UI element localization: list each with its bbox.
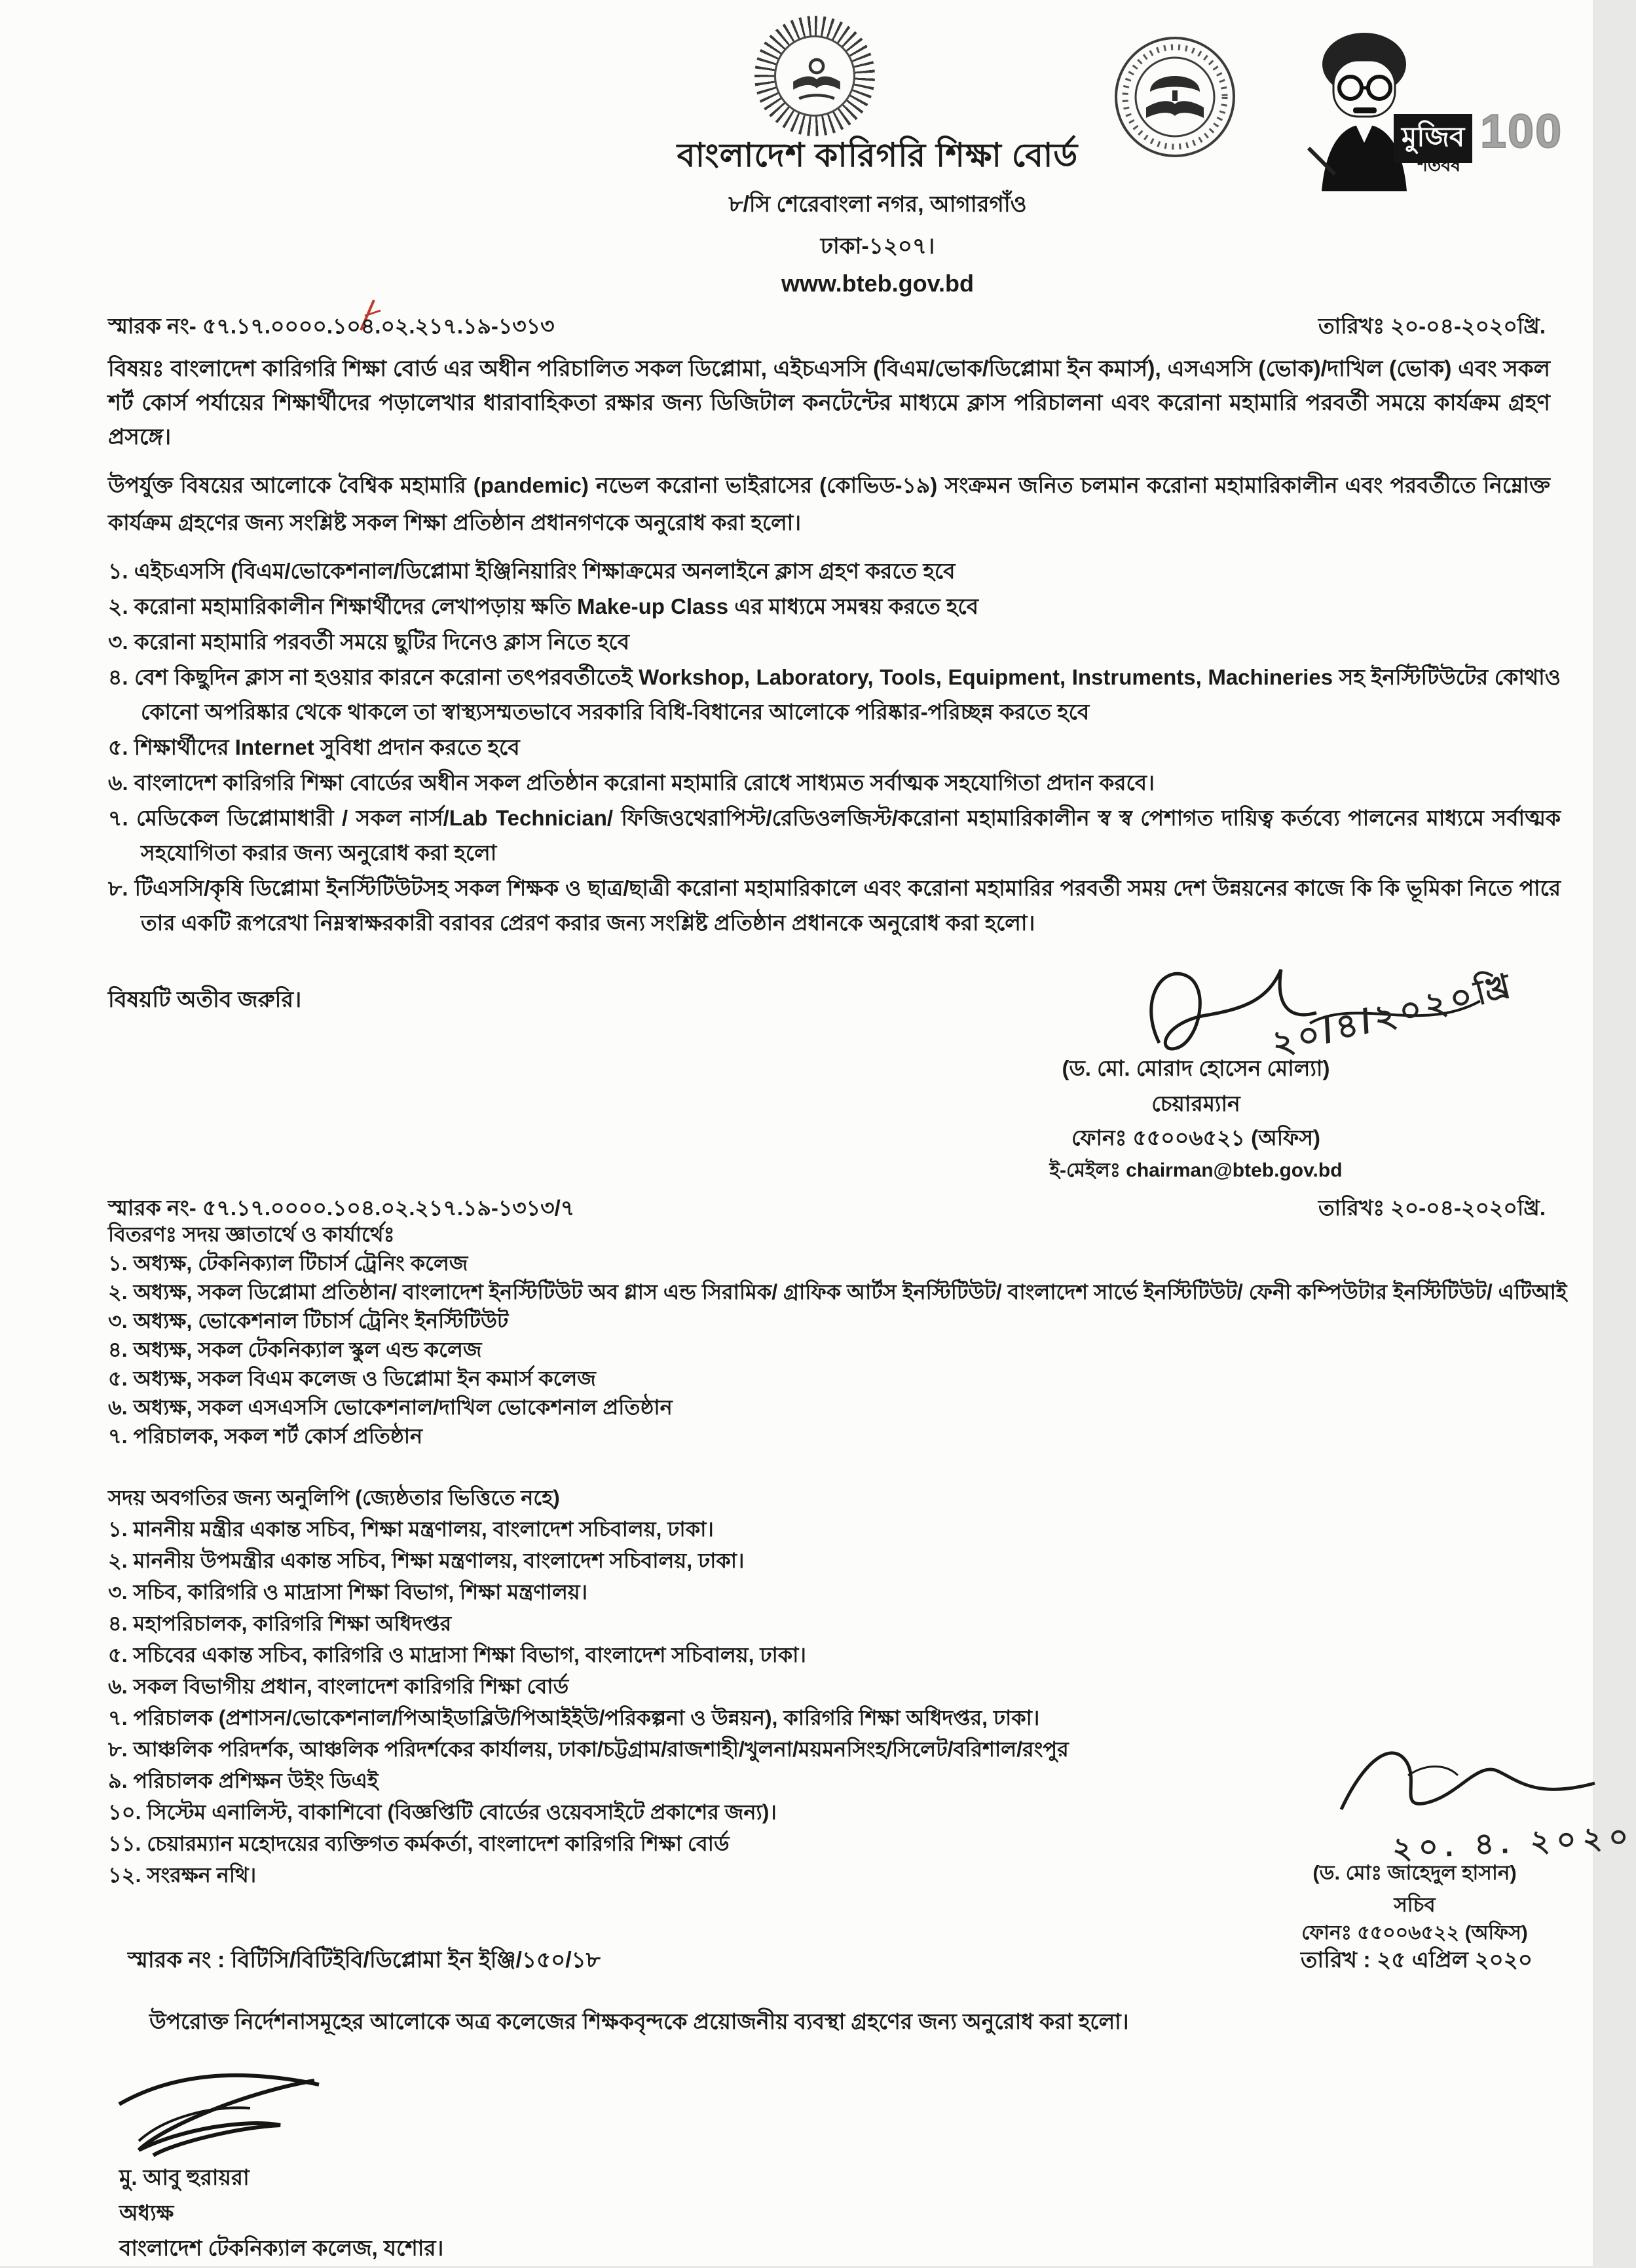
subject-line: বিষয়ঃ বাংলাদেশ কারিগরি শিক্ষা বোর্ড এর অধীন পরিচালিত সকল ডিপ্লোমা, এইচএসসি (বিএম/ভোক/ডিপ্লোমা ইন কমার্স), এসএসসি (ভোক)/দাখিল (ভোক) এবং সকল শর্ট কোর্স পর্যায়ের শিক্ষার্থীদের পড়ালেখার ধারাবাহিকতা রক্ষার জন্য ডিজিটাল কনটেন্টের মাধ্যমে ক্লাস পরিচালনা এবং করোনা মহামারি পরবর্তী সময়ে কার্যক্রম গ্রহণ প্রসঙ্গে। xyxy=(108,356,1550,449)
copy-item-10: ১০. সিস্টেম এনালিস্ট, বাকাশিবো (বিজ্ঞপ্তিটি বোর্ডের ওয়েবসাইটে প্রকাশের জন্য)। xyxy=(108,1800,777,1824)
urgent-note: বিষয়টি অতীব জরুরি। xyxy=(108,987,302,1012)
bteb-sunburst-emblem-icon xyxy=(754,16,875,136)
distribution-item-4: ৪. অধ্যক্ষ, সকল টেকনিক্যাল স্কুল এন্ড কলেজ xyxy=(108,1338,482,1361)
memo2-number: স্মারক নং- ৫৭.১৭.০০০০.১০৪.০২.২১৭.১৯-১৩১৩/৭ xyxy=(108,1196,575,1220)
directive-item-2: ২. করোনা মহামারিকালীন শিক্ষার্থীদের লেখাপড়ায় ক্ষতি Make-up Class এর মাধ্যমে সমন্বয় করতে হবে xyxy=(108,594,979,618)
distribution-item-6: ৬. অধ্যক্ষ, সকল এসএসসি ভোকেশনাল/দাখিল ভোকেশনাল প্রতিষ্ঠান xyxy=(108,1395,673,1419)
directives-list xyxy=(108,554,1561,941)
mujib-logo-100: 100 xyxy=(1480,105,1563,158)
sunburst-core xyxy=(774,35,855,117)
chairman-title: চেয়ারম্যান xyxy=(1151,1091,1240,1116)
distribution-section xyxy=(108,1220,1567,1450)
copies-heading: সদয় অবগতির জন্য অনুলিপি (জ্যেষ্ঠতার ভিত্তিতে নহে) xyxy=(108,1486,560,1509)
directive-item-3: ৩. করোনা মহামারি পরবর্তী সময়ে ছুটির দিনেও ক্লাস নিতে হবে xyxy=(108,630,630,654)
distribution-item-2: ২. অধ্যক্ষ, সকল ডিপ্লোমা প্রতিষ্ঠান/ বাংলাদেশ ইনস্টিটিউট অব গ্লাস এন্ড সিরামিক/ গ্রাফিক আর্টস ইনস্টিটিউট/ বাংলাদেশ সার্ভে ইনস্টিটিউট/ ফেনী কম্পিউটার ইনস্টিটিউট/ এটিআই xyxy=(108,1280,1567,1304)
chairman-phone: ফোনঃ ৫৫০০৬৫২১ (অফিস) xyxy=(1071,1125,1321,1150)
education-seal-icon xyxy=(1112,34,1238,160)
copy-item-4: ৪. মহাপরিচালক, কারিগরি শিক্ষা অধিদপ্তর xyxy=(108,1612,452,1635)
mujib-logo-word2: শতবর্ষ xyxy=(1417,155,1461,175)
principal-name: মু. আবু হুরায়রা xyxy=(119,2165,250,2189)
copy-item-7: ৭. পরিচালক (প্রশাসন/ভোকেশনাল/পিআইডাব্লিউ/পিআইইউ/পরিকল্পনা ও উন্নয়ন), কারিগরি শিক্ষা অধিদপ্তর, ঢাকা। xyxy=(108,1706,1040,1729)
principal-org: বাংলাদেশ টেকনিক্যাল কলেজ, যশোর। xyxy=(119,2236,444,2260)
memo1-date: তারিখঃ ২০-০৪-২০২০খ্রি. xyxy=(1318,314,1546,338)
copy-item-6: ৬. সকল বিভাগীয় প্রধান, বাংলাদেশ কারিগরি শিক্ষা বোর্ড xyxy=(108,1674,569,1698)
distribution-item-5: ৫. অধ্যক্ষ, সকল বিএম কলেজ ও ডিপ্লোমা ইন কমার্স কলেজ xyxy=(108,1367,596,1390)
distribution-item-1: ১. অধ্যক্ষ, টেকনিক্যাল টিচার্স ট্রেনিং কলেজ xyxy=(108,1251,468,1275)
distribution-item-7: ৭. পরিচালক, সকল শর্ট কোর্স প্রতিষ্ঠান xyxy=(108,1424,423,1448)
principal-title: অধ্যক্ষ xyxy=(119,2201,174,2225)
emblem-book-icon xyxy=(780,41,853,115)
memo3-number: স্মারক নং : বিটিসি/বিটিইবি/ডিপ্লোমা ইন ইঞ্জি/১৫০/১৮ xyxy=(128,1948,601,1973)
memo2-date: তারিখঃ ২০-০৪-২০২০খ্রি. xyxy=(1318,1196,1546,1220)
secretary-phone: ফোনঃ ৫৫০০৬৫২২ (অফিস) xyxy=(1301,1922,1528,1944)
chairman-handwritten-date: ২০/৪/২০২০খ্রি xyxy=(1268,966,1518,1064)
copy-item-8: ৮. আঞ্চলিক পরিদর্শক, আঞ্চলিক পরিদর্শকের কার্যালয়, ঢাকা/চট্টগ্রাম/রাজশাহী/খুলনা/ময়মনসিংহ/সিলেট/বরিশাল/রংপুর xyxy=(108,1737,1069,1761)
directive-item-6: ৬. বাংলাদেশ কারিগরি শিক্ষা বোর্ডের অধীন সকল প্রতিষ্ঠান করোনা মহামারি রোধে সাধ্যমত সর্বাত্মক সহযোগিতা প্রদান করবে। xyxy=(108,770,1155,795)
intro-paragraph: উপর্যুক্ত বিষয়ের আলোকে বৈশ্বিক মহামারি (pandemic) নভেল করোনা ভাইরাসের (কোভিড-১৯) সংক্রমন জনিত চলমান করোনা মহামারিকালীন এবং পরবর্তীতে নিম্নোক্ত কার্যক্রম গ্রহণের জন্য সংশ্লিষ্ট সকল শিক্ষা প্রতিষ্ঠান প্রধানগণকে অনুরোধ করা হলো। xyxy=(108,473,1550,535)
distribution-heading: বিতরণঃ সদয় জ্ঞাতার্থে ও কার্যার্থেঃ xyxy=(108,1222,395,1246)
mujib-logo-word1: মুজিব xyxy=(1394,114,1472,163)
copy-item-12: ১২. সংরক্ষন নথি। xyxy=(108,1863,257,1887)
org-name: বাংলাদেশ কারিগরি শিক্ষা বোর্ড xyxy=(677,137,1079,174)
copy-item-11: ১১. চেয়ারম্যান মহোদয়ের ব্যক্তিগত কর্মকর্তা, বাংলাদেশ কারিগরি শিক্ষা বোর্ড xyxy=(108,1832,730,1855)
secretary-signature xyxy=(1329,1736,1598,1831)
mujib-portrait-icon xyxy=(1295,24,1433,191)
directive-item-5: ৫. শিক্ষার্থীদের Internet সুবিধা প্রদান করতে হবে xyxy=(108,735,520,759)
principal-signature xyxy=(113,2062,335,2161)
memo1-number: স্মারক নং- ৫৭.১৭.০০০০.১০৪.০২.২১৭.১৯-১৩১৩ xyxy=(108,314,555,338)
copy-item-5: ৫. সচিবের একান্ত সচিব, কারিগরি ও মাদ্রাসা শিক্ষা বিভাগ, বাংলাদেশ সচিবালয়, ঢাকা। xyxy=(108,1643,806,1667)
mujib-borsho-logo xyxy=(1295,24,1591,191)
copy-item-1: ১. মাননীয় মন্ত্রীর একান্ত সচিব, শিক্ষা মন্ত্রণালয়, বাংলাদেশ সচিবালয়, ঢাকা। xyxy=(108,1517,714,1541)
chairman-name: (ড. মো. মোরাদ হোসেন মোল্যা) xyxy=(1062,1056,1330,1080)
org-address-line2: ঢাকা-১২০৭। xyxy=(820,234,935,259)
secretary-name: (ড. মোঃ জাহেদুল হাসান) xyxy=(1312,1861,1517,1884)
college-note: উপরোক্ত নির্দেশনাসমূহের আলোকে অত্র কলেজের শিক্ষকবৃন্দকে প্রয়োজনীয় ব্যবস্থা গ্রহণের জন্য অনুরোধ করা হলো। xyxy=(149,2009,1129,2033)
memo3-date: তারিখ : ২৫ এপ্রিল ২০২০ xyxy=(1300,1948,1533,1973)
distribution-item-3: ৩. অধ্যক্ষ, ভোকেশনাল টিচার্স ট্রেনিং ইনস্টিটিউট xyxy=(108,1309,509,1332)
org-address-line1: ৮/সি শেরেবাংলা নগর, আগারগাঁও xyxy=(728,192,1027,217)
directive-item-8: ৮. টিএসসি/কৃষি ডিপ্লোমা ইনস্টিটিউটসহ সকল শিক্ষক ও ছাত্র/ছাত্রী করোনা মহামারিকালে এবং করোনা মহামারির পরবর্তী সময় দেশ উন্নয়নের কাজে কি কি ভূমিকা নিতে পারে তার একটি রূপরেখা নিম্নস্বাক্ষরকারী বরাবর প্রেরণ করার জন্য সংশ্লিষ্ট প্রতিষ্ঠান প্রধানকে অনুরোধ করা হলো। xyxy=(108,876,1561,935)
copy-item-2: ২. মাননীয় উপমন্ত্রীর একান্ত সচিব, শিক্ষা মন্ত্রণালয়, বাংলাদেশ সচিবালয়, ঢাকা। xyxy=(108,1549,745,1572)
copy-item-3: ৩. সচিব, কারিগরি ও মাদ্রাসা শিক্ষা বিভাগ, শিক্ষা মন্ত্রণালয়। xyxy=(108,1580,588,1604)
org-website: www.bteb.gov.bd xyxy=(781,270,974,297)
memo3-row xyxy=(128,1943,1533,1980)
directive-item-7: ৭. মেডিকেল ডিপ্লোমাধারী / সকল নার্স/Lab Technician/ ফিজিওথেরাপিস্ট/রেডিওলজিস্ট/করোনা মহামারিকালীন স্ব স্ব পেশাগত দায়িত্ব কর্তব্যে পালনের মাধ্যমে সর্বাত্মক সহযোগিতা করার জন্য অনুরোধ করা হলো xyxy=(108,806,1561,865)
secretary-handwritten-date: ২০. ৪. ২০২০ xyxy=(1391,1819,1636,1866)
directive-item-4: ৪. বেশ কিছুদিন ক্লাস না হওয়ার কারনে করোনা তৎপরবর্তীতেই Workshop, Laboratory, Tools, Equipment, Instruments, Machineries সহ ইনস্টিটিউটের কোথাও কোনো অপরিষ্কার থেকে থাকলে তা স্বাস্থ্যসম্মতভাবে সরকারি বিধি-বিধানের আলোকে পরিষ্কার-পরিচ্ছন্ন করতে হবে xyxy=(108,665,1561,724)
memo1-row xyxy=(108,309,1546,346)
copy-item-9: ৯. পরিচালক প্রশিক্ষন উইং ডিএই xyxy=(108,1769,379,1792)
chairman-email: ই-মেইলঃ chairman@bteb.gov.bd xyxy=(1049,1160,1343,1181)
directive-item-1: ১. এইচএসসি (বিএম/ভোকেশনাল/ডিপ্লোমা ইঞ্জিনিয়ারিং শিক্ষাক্রমের অনলাইনে ক্লাস গ্রহণ করতে হবে xyxy=(108,559,956,583)
secretary-title: সচিব xyxy=(1394,1893,1436,1916)
